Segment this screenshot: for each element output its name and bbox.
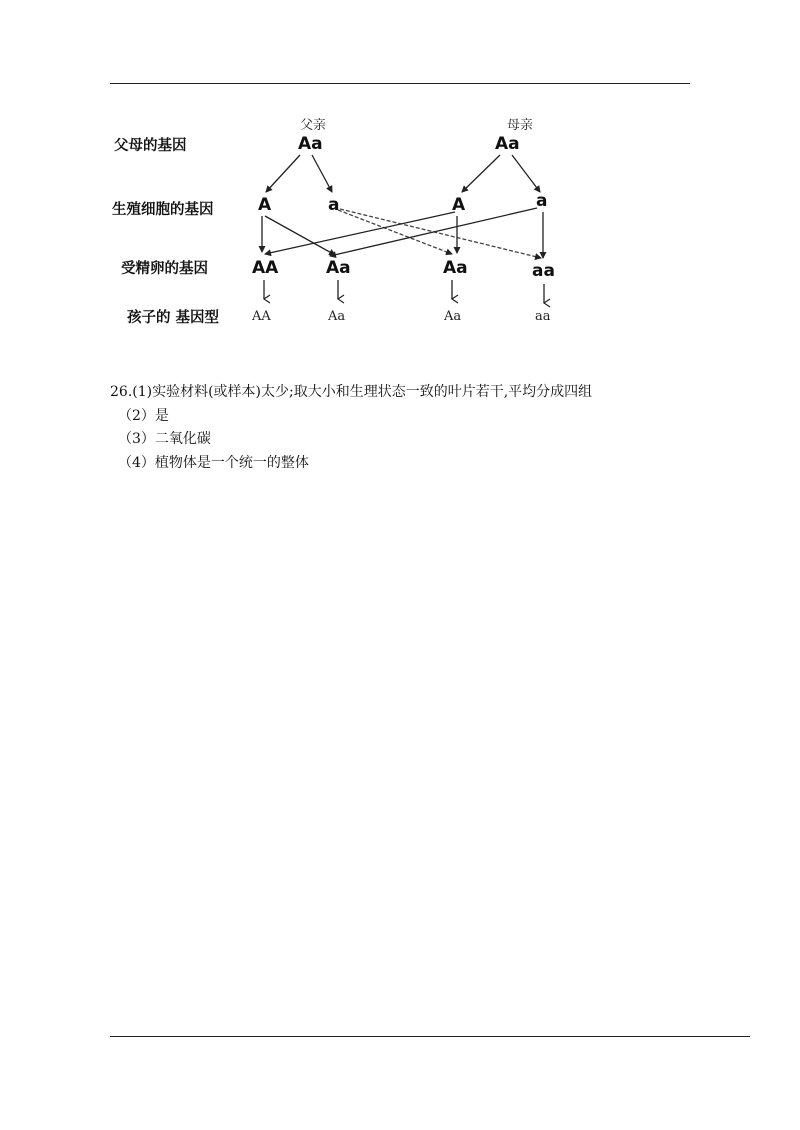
zygote-AA: AA (252, 258, 279, 278)
row-label-children: 孩子的 基因型 (127, 310, 220, 326)
row-label-gametes: 生殖细胞的基因 (112, 202, 214, 218)
question-number: 26. (110, 384, 133, 400)
child-Aa-1: Aa (328, 309, 346, 324)
arrow-mother-to-A (462, 155, 500, 192)
answer-line-1 (110, 381, 730, 405)
mother-label: 母亲 (507, 118, 534, 133)
gamete-father-a: a (328, 195, 340, 215)
mother-genotype: Aa (495, 134, 520, 154)
arrow-father-to-A (266, 155, 300, 192)
child-Aa-2: Aa (444, 309, 462, 324)
zygote-Aa-1: Aa (326, 258, 351, 278)
answer-line-4: （4）植物体是一个统一的整体 (118, 454, 309, 471)
row-label-zygotes: 受精卵的基因 (121, 261, 208, 277)
father-label: 父亲 (300, 118, 327, 133)
line-fa-to-aa (340, 209, 541, 258)
answer-line-3: （3）二氧化碳 (118, 431, 211, 447)
answer-line-2: （2）是 (118, 407, 169, 424)
row-label-parents: 父母的基因 (114, 138, 187, 154)
arrow-father-to-a (312, 155, 332, 192)
gamete-mother-a: a (536, 191, 548, 211)
footer-rule (110, 1036, 750, 1037)
father-genotype: Aa (298, 134, 323, 154)
gamete-father-A: A (258, 195, 272, 215)
line-fA-to-Aa (265, 216, 335, 255)
answer-block (110, 381, 730, 475)
answer-text-1: (1)实验材料(或样本)太少;取大小和生理状态一致的叶片若干,平均分成四组 (132, 384, 593, 400)
zygote-aa: aa (532, 261, 555, 281)
arrow-mother-to-a (512, 155, 540, 192)
child-AA: AA (252, 309, 271, 324)
child-aa: aa (535, 309, 551, 324)
genetics-cross-diagram (0, 0, 800, 360)
zygote-Aa-2: Aa (443, 258, 468, 278)
gamete-mother-A: A (452, 195, 466, 215)
